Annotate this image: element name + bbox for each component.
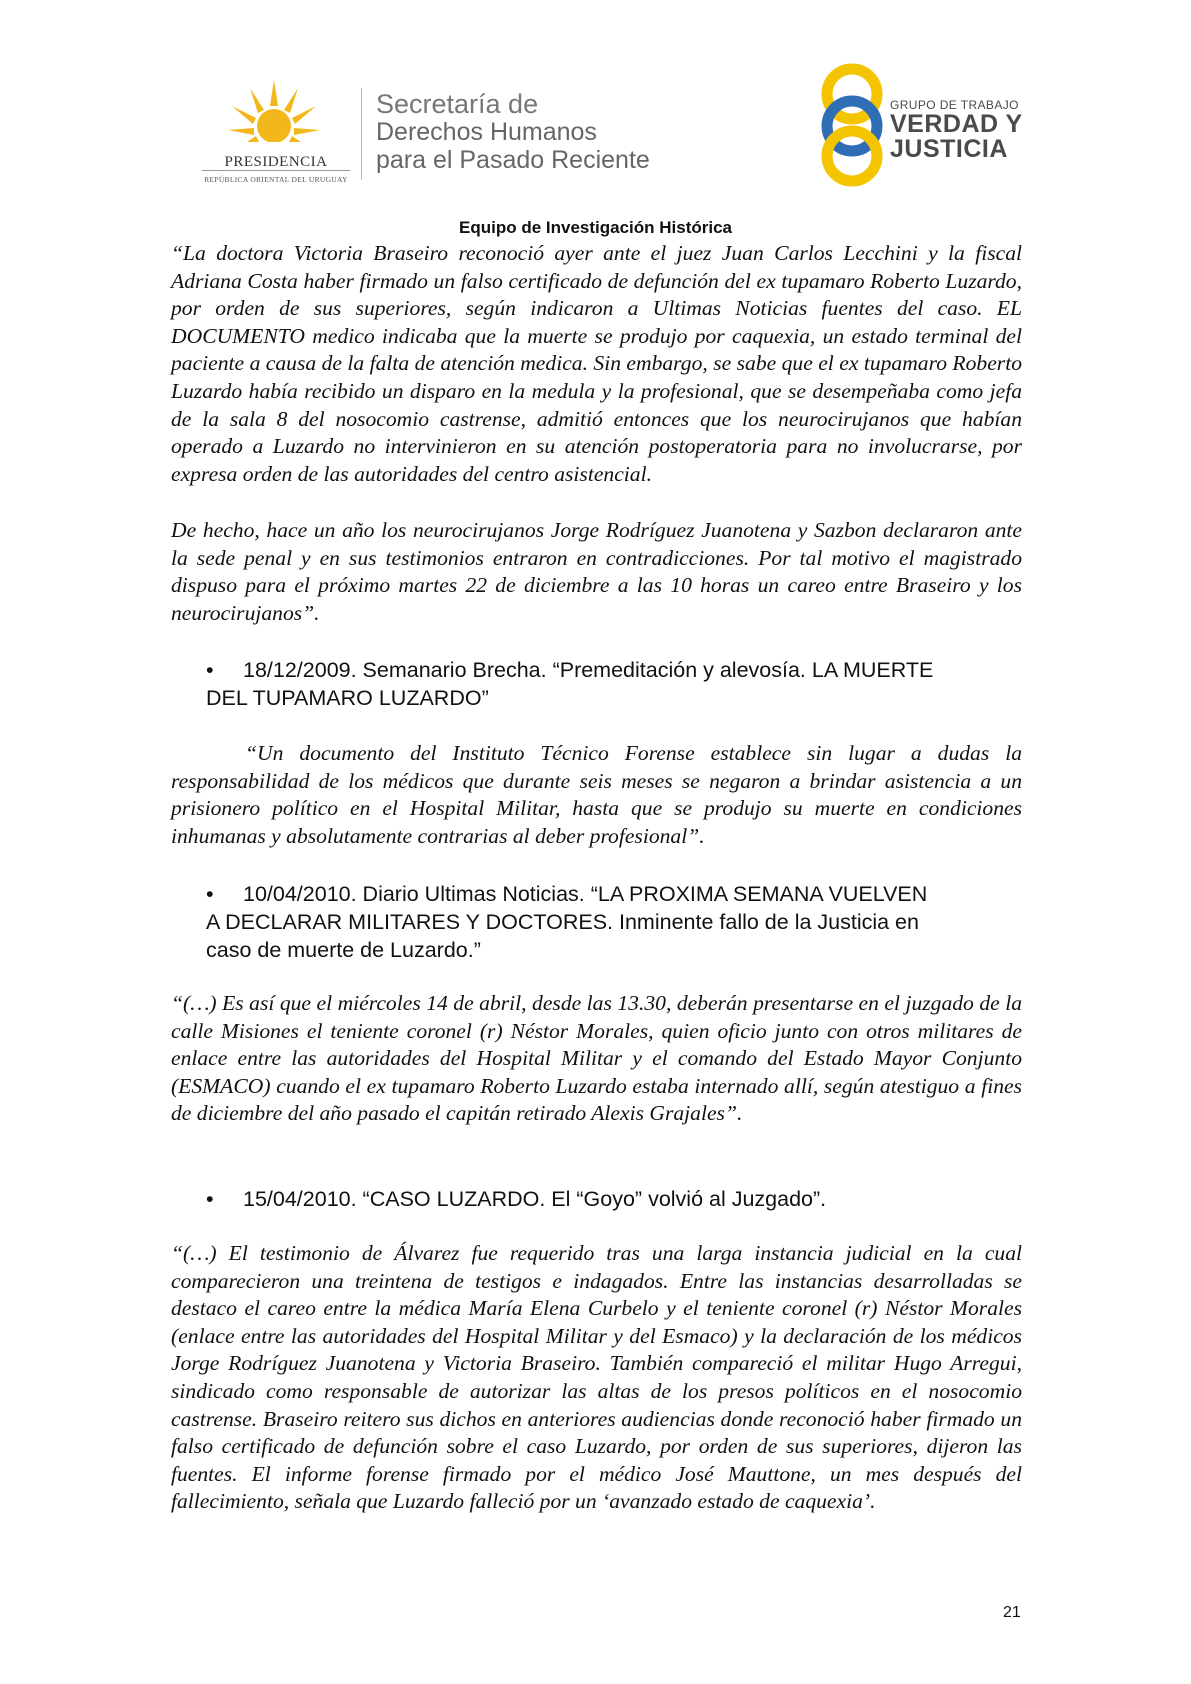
bullet-item-2	[206, 880, 1028, 964]
quote-paragraph-3: “Un documento del Instituto Técnico Forense establece sin lugar a dudas la responsabilidad de los médicos que durante seis meses se negaron a brindar asistencia a un prisionero político en el Hospital Militar, hasta que se produjo su muerte en condiciones inhumanas y absolutamente contrarias al deber profesional”.	[171, 741, 1022, 848]
bullet-item-2-line3: caso de muerte de Luzardo.”	[206, 938, 481, 962]
sun-emblem-icon	[228, 80, 320, 150]
bullet-item-3	[206, 1185, 1028, 1213]
secretaria-logo-text	[376, 90, 650, 174]
quote-paragraph-2: De hecho, hace un año los neurocirujanos Jorge Rodríguez Juanotena y Sazbon declararon ante la sede penal y en sus testimonios entraron en contradicciones. Por tal motivo el magistrado dispuso para el próximo martes 22 de diciembre a las 10 horas un careo entre Braseiro y los neurocirujanos”.	[171, 518, 1022, 625]
page-header	[0, 62, 1191, 192]
grupo-line2: VERDAD Y	[890, 110, 1023, 138]
bullet-item-2-line2: A DECLARAR MILITARES Y DOCTORES. Inminente fallo de la Justicia en	[206, 910, 919, 934]
bullet-item-2-line1: 10/04/2010. Diario Ultimas Noticias. “LA PROXIMA SEMANA VUELVEN	[243, 882, 928, 906]
grupo-line3: JUSTICIA	[890, 135, 1008, 163]
bullet-item-1-line1: 18/12/2009. Semanario Brecha. “Premeditación y alevosía. LA MUERTE	[243, 658, 934, 682]
presidencia-label: PRESIDENCIA	[224, 154, 328, 170]
presidencia-sublabel: REPÚBLICA ORIENTAL DEL URUGUAY	[204, 175, 348, 184]
presidencia-logo	[196, 80, 356, 190]
bullet-dot: •	[206, 658, 214, 682]
secretaria-line1: Secretaría de	[376, 89, 539, 119]
bullet-dot: •	[206, 882, 214, 906]
team-title: Equipo de Investigación Histórica	[459, 218, 732, 237]
grupo-trabajo-logo-text	[890, 98, 1023, 162]
bullet-item-3-line1: 15/04/2010. “CASO LUZARDO. El “Goyo” volvió al Juzgado”.	[243, 1187, 827, 1211]
bullet-item-1	[206, 656, 1028, 712]
quote-paragraph-5: “(…) El testimonio de Álvarez fue requerido tras una larga instancia judicial en la cual comparecieron una treintena de testigos e indagados. Entre las instancias desarrolladas se destaco el careo entre la médica María Elena Curbelo y el teniente coronel (r) Néstor Morales (enlace entre las autoridades del Hospital Militar y del Esmaco) y la declaración de los médicos Jorge Rodríguez Juanotena y Victoria Braseiro. También compareció el militar Hugo Arregui, sindicado como responsable de autorizar las altas de los presos políticos en el nosocomio castrense. Braseiro reitero sus dichos en anteriores audiencias donde reconoció haber firmado un falso certificado de defunción sobre el caso Luzardo, por orden de sus superiores, dijeron las fuentes. El informe forense firmado por el médico José Mauttone, un mes después del fallecimiento, señala que Luzardo falleció por un ‘avanzado estado de caquexia’.	[171, 1241, 1022, 1514]
bullet-dot: •	[206, 1187, 214, 1211]
secretaria-line3: para el Pasado Reciente	[376, 146, 650, 174]
quote-paragraph-4: “(…) Es así que el miércoles 14 de abril, desde las 13.30, deberán presentarse en el juzgado de la calle Misiones el teniente coronel (r) Néstor Morales, quien oficio junto con otros militares de enlace entre las autoridades del Hospital Militar y el comando del Estado Mayor Conjunto (ESMACO) cuando el ex tupamaro Roberto Luzardo estaba internado allí, según atestiguo a fines de diciembre del año pasado el capitán retirado Alexis Grajales”.	[171, 991, 1022, 1126]
page-number: 21	[1003, 1604, 1021, 1621]
bullet-item-1-line2: DEL TUPAMARO LUZARDO”	[206, 686, 489, 710]
grupo-line1: GRUPO DE TRABAJO	[890, 98, 1019, 112]
quote-paragraph-1: “La doctora Victoria Braseiro reconoció ayer ante el juez Juan Carlos Lecchini y la fiscal Adriana Costa haber firmado un falso certificado de defunción del ex tupamaro Roberto Luzardo, por orden de sus superiores, según indicaron a Ultimas Noticias fuentes del caso. EL DOCUMENTO medico indicaba que la muerte se produjo por caquexia, un estado terminal del paciente a causa de la falta de atención medica. Sin embargo, se sabe que el ex tupamaro Roberto Luzardo había recibido un disparo en la medula y la profesional, que se desempeñaba como jefa de la sala 8 del nosocomio castrense, admitió entonces que los neurocirujanos que habían operado a Luzardo no intervinieron en su atención postoperatoria para no involucrarse, por expresa orden de las autoridades del centro asistencial.	[171, 241, 1022, 486]
header-divider	[361, 88, 362, 180]
presidencia-rule	[202, 170, 350, 171]
secretaria-line2: Derechos Humanos	[376, 118, 597, 146]
rings-emblem-icon	[808, 62, 898, 188]
